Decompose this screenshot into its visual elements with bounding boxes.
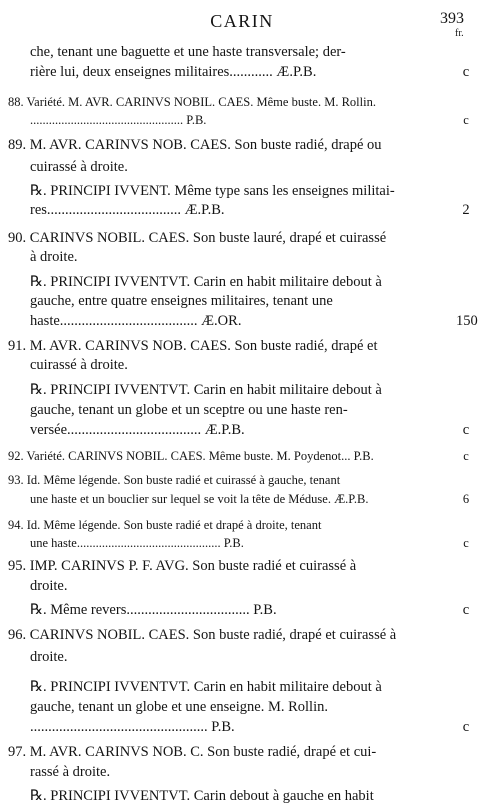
text-line: [0, 42, 484, 62]
rarity-value: 6: [462, 492, 470, 506]
text-line: [0, 446, 484, 466]
line-text: à droite.: [30, 249, 78, 265]
text-line: [0, 742, 484, 762]
line-text: 88. Variété. M. AVR. CARINVS NOBIL. CAES. Même buste. M. Rollin.: [8, 95, 376, 109]
line-text: gauche, tenant un globe et une enseigne. M. Rollin.: [30, 699, 328, 715]
line-text: 91. M. AVR. CARINVS NOB. CAES. Son buste radié, drapé et: [8, 338, 378, 354]
line-text: ℞. PRINCIPI IVVENT. Même type sans les enseignes militai-: [30, 183, 395, 199]
text-line: [0, 576, 484, 596]
text-line: [0, 157, 484, 177]
text-line: [0, 677, 484, 697]
line-text: cuirassé à droite.: [30, 159, 128, 175]
rarity-value: c: [462, 422, 470, 438]
text-line: [0, 400, 484, 420]
text-line: [0, 181, 484, 201]
text-line: [0, 625, 484, 645]
line-text: cuirassé à droite.: [30, 357, 128, 373]
text-line: [0, 556, 484, 576]
rarity-value: c: [463, 536, 469, 550]
rarity-value: c: [462, 719, 470, 735]
text-line: [0, 336, 484, 356]
rarity-value: c: [463, 449, 469, 463]
line-text: 89. M. AVR. CARINVS NOB. CAES. Son buste radié, drapé ou: [8, 137, 382, 153]
page-header: [0, 8, 484, 38]
rarity-value: c: [463, 113, 469, 127]
line-text: versée..................................... Æ.P.B.: [30, 422, 245, 438]
column-unit-label: fr.: [455, 28, 464, 39]
line-text: che, tenant une baguette et une haste transversale; der-: [30, 44, 346, 60]
line-text: rassé à droite.: [30, 764, 111, 780]
line-text: ................................................. P.B.: [30, 719, 235, 735]
text-line: [0, 647, 484, 667]
line-text: 95. IMP. CARINVS P. F. AVG. Son buste radié et cuirassé à: [8, 558, 357, 574]
line-text: droite.: [30, 578, 68, 594]
line-text: haste...................................... Æ.OR.: [30, 313, 242, 329]
text-line: [0, 110, 484, 130]
line-text: ℞. PRINCIPI IVVENTVT. Carin debout à gauche en habit: [30, 788, 374, 804]
line-text: gauche, tenant un globe et un sceptre ou une haste ren-: [30, 402, 348, 418]
text-line: [0, 92, 484, 112]
line-text: droite.: [30, 649, 68, 665]
text-line: [0, 355, 484, 375]
running-title: CARIN: [210, 11, 274, 31]
line-text: 93. Id. Même légende. Son buste radié et cuirassé à gauche, tenant: [8, 473, 341, 487]
text-line: [0, 762, 484, 782]
line-text: 90. CARINVS NOBIL. CAES. Son buste lauré, drapé et cuirassé: [8, 230, 387, 246]
line-text: 97. M. AVR. CARINVS NOB. C. Son buste radié, drapé et cui-: [8, 744, 377, 760]
line-text: ℞. PRINCIPI IVVENTVT. Carin en habit militaire debout à: [30, 382, 382, 398]
line-text: une haste.............................................. P.B.: [30, 536, 244, 550]
line-text: une haste et un bouclier sur lequel se voit la tête de Méduse. Æ.P.B.: [30, 492, 369, 506]
text-line: [0, 62, 484, 82]
text-line: [0, 135, 484, 155]
line-text: rière lui, deux enseignes militaires............ Æ.P.B.: [30, 64, 317, 80]
text-line: [0, 489, 484, 509]
page-number: 393: [440, 10, 464, 27]
text-line: [0, 247, 484, 267]
text-line: [0, 200, 484, 220]
text-line: [0, 272, 484, 292]
line-text: ................................................. P.B.: [30, 113, 207, 127]
line-text: 94. Id. Même légende. Son buste radié et drapé à droite, tenant: [8, 518, 322, 532]
line-text: ℞. PRINCIPI IVVENTVT. Carin en habit militaire debout à: [30, 679, 382, 695]
line-text: 92. Variété. CARINVS NOBIL. CAES. Même buste. M. Poydenot... P.B.: [8, 449, 374, 463]
text-line: [0, 291, 484, 311]
rarity-value: c: [462, 64, 470, 80]
rarity-value: 2: [462, 202, 470, 218]
line-text: gauche, entre quatre enseignes militaires, tenant une: [30, 293, 333, 309]
line-text: res..................................... Æ.P.B.: [30, 202, 225, 218]
text-line: [0, 380, 484, 400]
text-line: [0, 533, 484, 553]
line-text: ℞. PRINCIPI IVVENTVT. Carin en habit militaire debout à: [30, 274, 382, 290]
line-text: 96. CARINVS NOBIL. CAES. Son buste radié, drapé et cuirassé à: [8, 627, 397, 643]
rarity-value: 150: [456, 313, 478, 329]
text-line: [0, 786, 484, 806]
text-line: [0, 697, 484, 717]
line-text: ℞. Même revers.................................. P.B.: [30, 602, 277, 618]
text-line: [0, 515, 484, 535]
text-line: [0, 470, 484, 490]
text-line: [0, 311, 484, 331]
rarity-value: c: [462, 602, 470, 618]
text-line: [0, 717, 484, 737]
text-line: [0, 228, 484, 248]
text-line: [0, 600, 484, 620]
text-line: [0, 420, 484, 440]
